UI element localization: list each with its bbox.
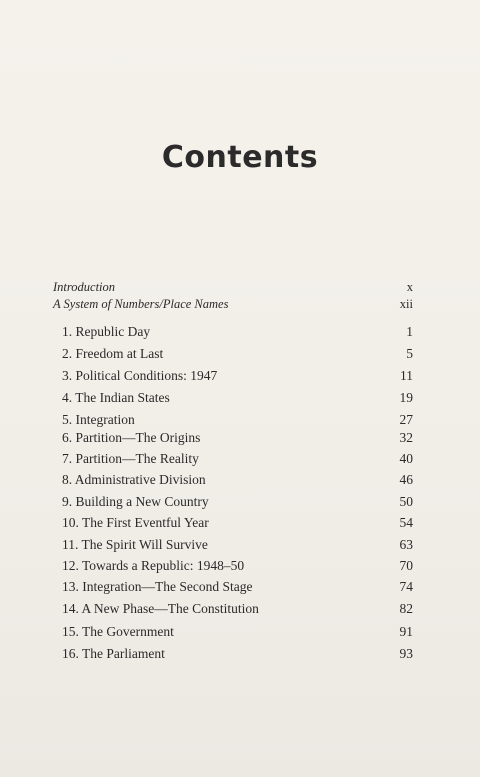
chapter-page: 1 bbox=[406, 324, 413, 339]
chapter-page: 54 bbox=[399, 515, 413, 530]
chapter-title: 14. A New Phase—The Constitution bbox=[62, 601, 259, 616]
chapter-page: 5 bbox=[406, 346, 413, 361]
chapter-title: 8. Administrative Division bbox=[62, 472, 206, 487]
chapter-page: 63 bbox=[399, 537, 413, 552]
toc-entry-label: A System of Numbers/Place Names bbox=[53, 297, 229, 311]
chapter-page: 40 bbox=[399, 451, 413, 466]
chapter-page: 91 bbox=[399, 624, 413, 639]
chapter-title: 15. The Government bbox=[62, 624, 174, 639]
chapter-title: 12. Towards a Republic: 1948–50 bbox=[62, 558, 245, 573]
chapter-title: 10. The First Eventful Year bbox=[62, 515, 209, 530]
chapter-title: 11. The Spirit Will Survive bbox=[62, 537, 208, 552]
chapter-page: 70 bbox=[399, 558, 413, 573]
chapter-page: 27 bbox=[399, 412, 413, 427]
chapter-page: 46 bbox=[399, 472, 413, 487]
chapter-title: 6. Partition—The Origins bbox=[62, 430, 201, 445]
chapter-page: 32 bbox=[399, 430, 413, 445]
chapter-title: 1. Republic Day bbox=[62, 324, 151, 339]
toc-entry-system-of-numbers[interactable] bbox=[53, 297, 413, 312]
chapter-title: 13. Integration—The Second Stage bbox=[62, 579, 253, 594]
chapter-title: 3. Political Conditions: 1947 bbox=[62, 368, 218, 383]
chapter-page: 74 bbox=[399, 579, 413, 594]
chapter-title: 9. Building a New Country bbox=[62, 494, 209, 509]
chapter-page: 19 bbox=[399, 390, 413, 405]
chapter-title: 2. Freedom at Last bbox=[62, 346, 164, 361]
toc-entry-introduction[interactable] bbox=[53, 280, 413, 295]
chapter-page: 11 bbox=[400, 368, 413, 383]
toc-entry-page: x bbox=[406, 280, 413, 294]
toc-entry-label: Introduction bbox=[53, 280, 116, 294]
chapter-page: 93 bbox=[399, 646, 413, 661]
page-title: Contents bbox=[161, 140, 319, 175]
toc-entry-page: xii bbox=[399, 297, 413, 311]
chapter-page: 50 bbox=[399, 494, 413, 509]
chapter-title: 16. The Parliament bbox=[62, 646, 165, 661]
chapter-title: 7. Partition—The Reality bbox=[62, 451, 199, 466]
chapter-title: 5. Integration bbox=[62, 412, 135, 427]
chapter-title: 4. The Indian States bbox=[62, 390, 170, 405]
chapter-page: 82 bbox=[399, 601, 413, 616]
